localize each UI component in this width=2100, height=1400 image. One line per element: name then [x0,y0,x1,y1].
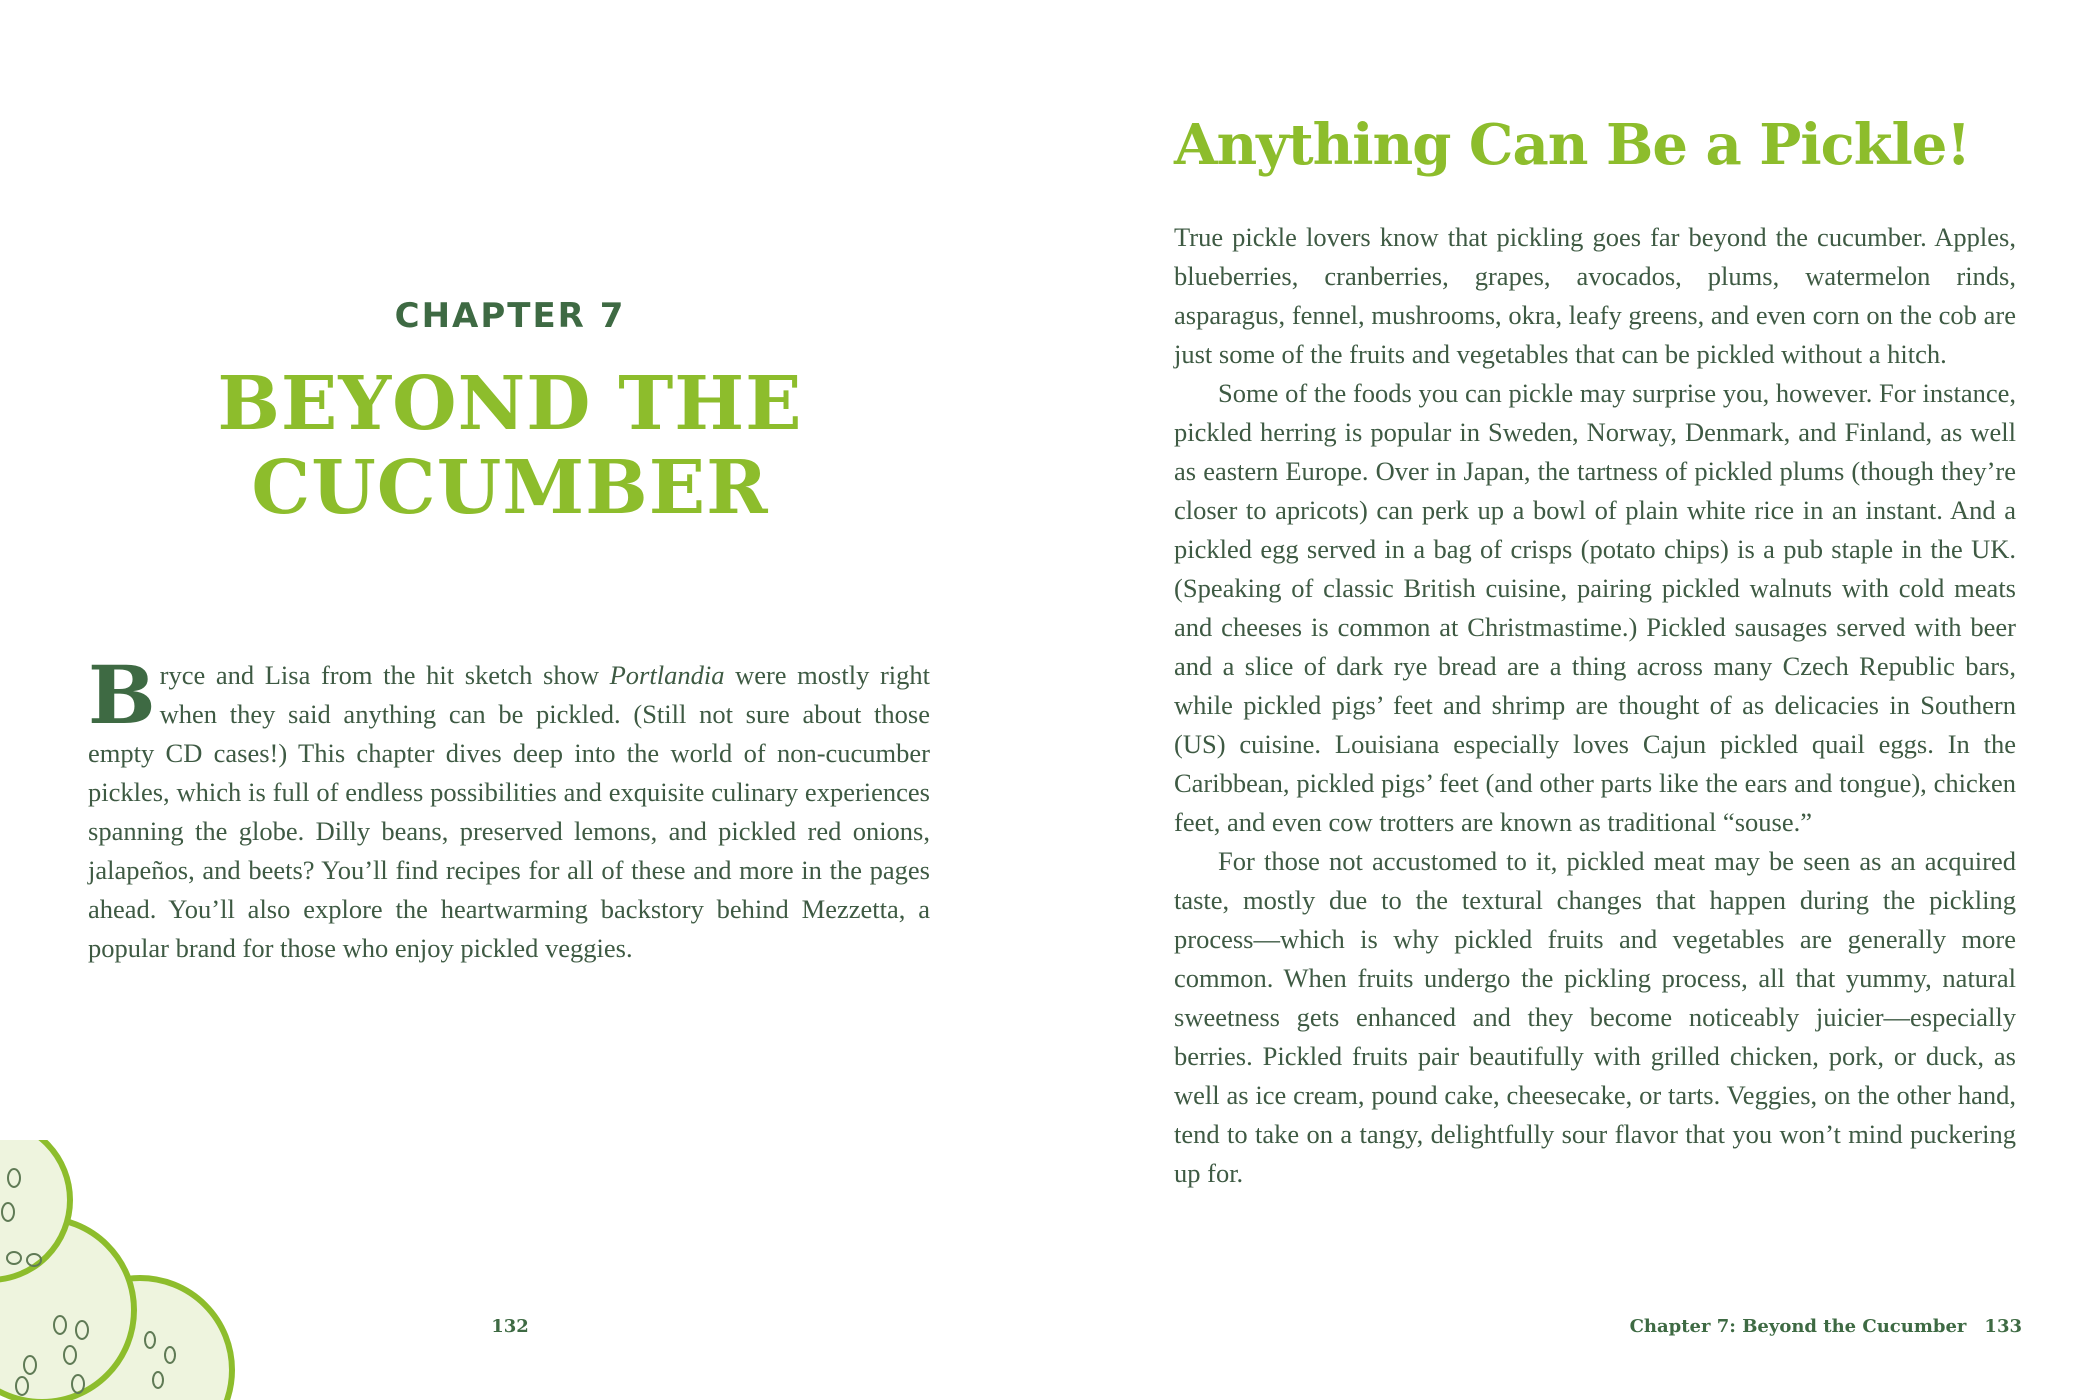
chapter-title-line: CUCUMBER [251,445,769,531]
right-page [1050,0,2100,1400]
body-text [1174,218,2016,1193]
chapter-title [0,362,1020,530]
running-footer [1630,1316,2022,1337]
intro-text: were mostly right when they said anything can be pickled. (Still not sure about those empty CD cases!) This chapter dives deep into the world of non-cucumber pickles, which is full of endless possibilities and exquisite culinary experiences spanning the globe. Dilly beans, preserved lemons, and pickled red onions, jalapeños, and beets? You’ll find recipes for all of these and more in the pages ahead. You’ll also explore the heartwarming backstory behind Mezzetta, a popular brand for those who enjoy pickled veggies. [88,660,931,963]
drop-cap: B [88,648,156,742]
body-paragraph: For those not accustomed to it, pickled meat may be seen as an acquired taste, mostly due to the textural changes that happen during the pickling process—which is why pickled fruits and vegetables are generally more common. When fruits undergo the pickling process, all that yummy, natural sweetness gets enhanced and they become noticeably juicier—especially berries. Pickled fruits pair beautifully with grilled chicken, pork, or duck, as well as ice cream, pound cake, cheesecake, or tarts. Veggies, on the other hand, tend to take on a tangy, delightfully sour flavor that you won’t mind puckering up for. [1174,846,2016,1188]
chapter-title-line: BEYOND THE [217,361,803,447]
body-paragraph: Some of the foods you can pickle may surprise you, however. For instance, pickled herring is popular in Sweden, Norway, Denmark, and Finland, as well as eastern Europe. Over in Japan, the tartness of pickled plums (though they’re closer to apricots) can perk up a bowl of plain white rice in an instant. And a pickled egg served in a bag of crisps (potato chips) is a pub staple in the UK. (Speaking of classic British cuisine, pairing pickled walnuts with cold meats and cheeses is common at Christmastime.) Pickled sausages served with beer and a slice of dark rye bread are a thing across many Czech Republic bars, while pickled pigs’ feet and shrimp are thought of as delicacies in Southern (US) cuisine. Louisiana especially loves Cajun pickled quail eggs. In the Caribbean, pickled pigs’ feet (and other parts like the ears and tongue), chicken feet, and even cow trotters are known as traditional “souse.” [1174,378,2016,837]
section-title: Anything Can Be a Pickle! [1174,112,1970,178]
running-footer-title: Chapter 7: Beyond the Cucumber [1629,1316,1967,1337]
intro-text: ryce and Lisa from the hit sketch show [159,660,610,690]
page-number-right: 133 [1984,1316,2022,1337]
cucumber-slices-icon [0,1140,240,1400]
chapter-intro-paragraph [88,648,931,968]
page-number-left: 132 [491,1316,529,1337]
show-title: Portlandia [609,660,725,690]
chapter-label: CHAPTER 7 [394,296,626,336]
body-paragraph: True pickle lovers know that pickling goes far beyond the cucumber. Apples, blueberries, cranberries, grapes, avocados, plums, watermelon rinds, asparagus, fennel, mushrooms, okra, leafy greens, and even corn on the cob are just some of the fruits and vegetables that can be pickled without a hitch. [1174,222,2016,369]
